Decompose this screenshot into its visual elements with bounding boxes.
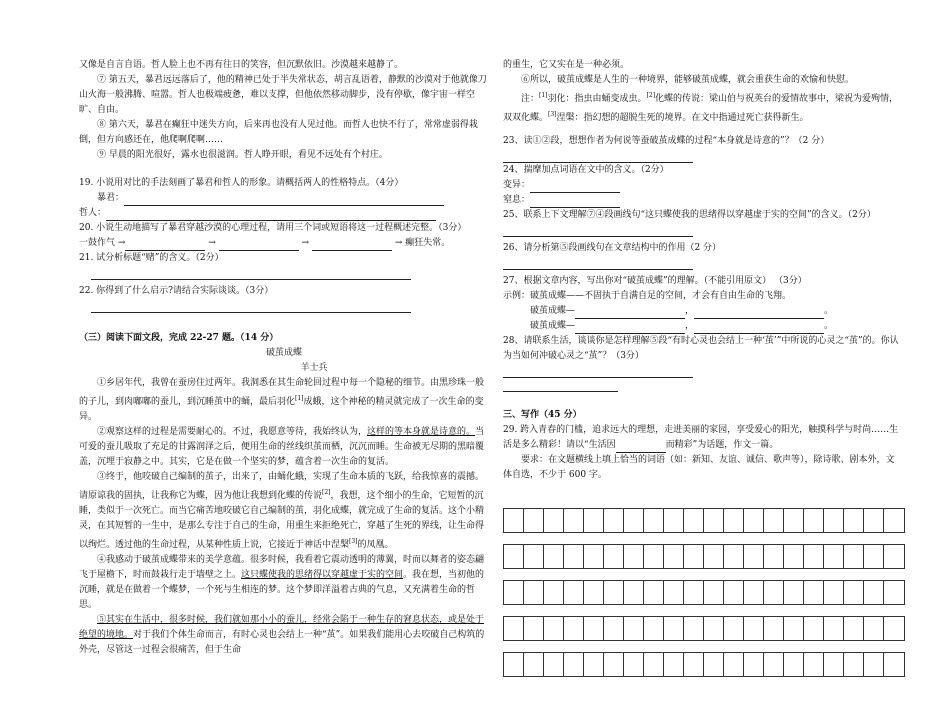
writing-grid-row[interactable]: [503, 616, 905, 641]
answer-blank[interactable]: [694, 307, 824, 319]
answer-blank[interactable]: [530, 181, 620, 193]
article-paragraph-1: ①乡居年代，我曾在蚕房住过两年。我洞悉在其生命轮回过程中每一个隐秘的细节。由黑珍珠一般的子儿，到肉嘟嘟的蚕儿，到沉睡茧中的蛹，最后羽化[1]成蛾，这个神秘的精灵就完成了一次生命的变异。: [79, 378, 485, 422]
article-author: 羊士兵: [300, 363, 328, 373]
answer-blank[interactable]: [312, 239, 392, 251]
footnotes: 注：[1]羽化：指虫由蛹变成虫。[2]化蝶的传说：梁山伯与祝英台的爱情故事中，梁祝为爱殉情，双双化蝶。[3]涅槃：指幻想的超脱生死的境界。在文中指通过死亡获得新生。: [503, 92, 899, 123]
answer-blank[interactable]: [219, 239, 299, 251]
question-27-line-b: 破茧成蝶— ， 。: [503, 319, 903, 334]
question-19-philosopher: 哲人：: [79, 206, 489, 221]
answer-line[interactable]: [503, 364, 693, 378]
question-28: 28、请联系生活，谈谈你是怎样理解⑤段“有时心灵也会结上一种‘茧’”中所说的心灵之“茧”的。你认为当如何冲破心灵之“茧”？（3分）: [503, 336, 899, 361]
answer-line[interactable]: [124, 194, 444, 206]
answer-blank[interactable]: [694, 322, 824, 334]
writing-grid-row[interactable]: [503, 544, 905, 569]
answer-blank[interactable]: [125, 239, 205, 251]
article-paragraph-5: ⑤其实在生活中，很多时候，我们就如那小小的蚕儿，经常会陷于一种生存的窘息状态，或是处于绝望的境地。对于我们个体生命而言，有时心灵也会结上一种“茧”。如果我们能用心去咬破自己构筑的外壳，尽管这一过程会很痛苦，但于生命: [79, 615, 485, 655]
right-column: [503, 58, 903, 483]
question-23: 23、读①②段，想想作者为何说等蚕破茧成蝶的过程“本身就是诗意的”？（2 分）: [503, 136, 830, 146]
question-19-tyrant: 暴君：: [79, 191, 489, 206]
article-paragraph-4: ④我感动于破茧成蝶带来的美学意蕴。很多时候，我看着它震动透明的薄翼，时而以舞者的姿态翩飞于屋檐下，时而鼓栽行走于墙壁之上。这只蝶使我的思绪得以穿越虚于实的空间。我在想，当初他的沉睡，就是在做着一个蝶梦，一个死与生相连的梦。这个梦即洋溢着古典的气息，又充满着生命的哲思。: [79, 555, 485, 610]
question-29: 29. 跨入青春的门槛，追求远大的理想，走进美丽的家园，享受爱心的阳光，触摸科学与时尚……生活是多么精彩！请以“生活因 而精彩”为话题，作文一篇。: [503, 423, 903, 453]
question-24-a: 变异：: [503, 178, 903, 193]
answer-line[interactable]: [91, 299, 411, 313]
question-26: 26、请分析第⑤段画线句在文章结构中的作用（2 分）: [503, 243, 722, 253]
story-paragraph-7: ⑦ 第五天，暴君远远落后了，他的精神已处于半失常状态，胡言乱语着，静默的沙漠对于他就像刀山火海一般沸腾、喧嚣。哲人也极端疲惫，难以支撑，但他依然移动脚步，没有停歇，像宇宙一样空旷、自由。: [79, 75, 487, 115]
question-21: 21. 试分析标题“赌”的含义。（2分）: [79, 253, 224, 263]
answer-blank[interactable]: [530, 196, 620, 208]
story-paragraph-8: ⑧ 第六天，暴君在癫狂中迷失方向，后来再也没有人见过他。而哲人也快不行了，常常虚弱得栽倒，但方向感还在，他爬啊爬啊……: [79, 120, 478, 145]
answer-line[interactable]: [503, 378, 618, 392]
writing-grid-row[interactable]: [503, 508, 905, 533]
article-title: 破茧成蝶: [265, 348, 302, 358]
question-29-requirements: 要求：在文题横线上填上恰当的词语（如：新知、友谊、诚信、歌声等），除诗歌、剧本外，文体自选，不少于 600 字。: [503, 455, 895, 480]
question-27-line-a: 破茧成蝶— ， 。: [503, 304, 903, 319]
question-19: 19. 小说用对比的手法刻画了暴君和哲人的形象。请概括两人的性格特点。（4分）: [79, 178, 404, 188]
article-paragraph-3: ③终于，他咬破自己编制的茧子，出来了，由蛹化蛾，实现了生命本质的飞跃，给我惊喜的震撼。请原谅我的固执，让我称它为蝶，因为他让我想到化蝶的传说[2]，我想，这个细小的生命，它短暂的沉睡，类似于一次死亡。而当它痛苦地咬破它自己编制的茧，羽化成蝶，就完成了生命的复活。这个小精灵，在其短暂的一生中，是那么专注于自己的生命，用重生来拒绝死亡，穿越了生死的界线，让生命得以绚烂。透过他的生命过程，从某种性质上说，它接近于神话中涅槃[3]的凤凰。: [79, 472, 485, 550]
section-3-heading: （三）阅读下面文段，完成 22-27 题。（14 分）: [79, 333, 279, 343]
left-column: [79, 58, 489, 658]
question-27: 27、根据文章内容，写出你对“破茧成蝶”的理解。（不能引用原文） （3分）: [503, 276, 807, 286]
writing-grid-row[interactable]: [503, 580, 905, 605]
answer-line[interactable]: [503, 149, 693, 163]
question-27-example: 示例：破茧成蝶——不固执于自满自足的空间，才会有自由生命的飞翔。: [503, 291, 792, 301]
answer-line[interactable]: [91, 266, 411, 280]
answer-line[interactable]: [503, 256, 693, 270]
story-paragraph-9: ⑨ 早晨的阳光很好，露水也很滋润。哲人睁开眼，看见不远处有个村庄。: [97, 150, 388, 160]
title-blank[interactable]: [616, 441, 666, 453]
question-20: 20. 小说生动地描写了暴君穿越沙漠的心理过程，请用三个词或短语将这一过程概述完整。（3分）: [79, 223, 467, 233]
question-25: 25、联系上下文理解⑦④段画线句“这只蝶使我的思绪得以穿越虚于实的空间”的含义。（2分）: [503, 210, 876, 220]
question-24: 24、揣摩加点词语在文中的含义。（2分）: [503, 165, 669, 175]
answer-line[interactable]: [503, 223, 693, 237]
question-22: 22. 你得到了什么启示?请结合实际谈谈。（3分）: [79, 286, 274, 296]
question-24-b: 窒息：: [503, 193, 903, 208]
article-paragraph-2: ②观察这样的过程是需要耐心的。不过，我愿意等待，我始终认为，这样的等本身就是诗意的。当可爱的蚕儿吸取了充足的甘露润泽之后，便用生命的丝线织茧而栖，沉沉而睡。生命被无尽期的黑暗覆盖，沉埋于寂静之中。其实，它是在做一个坚实的梦，蕴含着一次生命的复活。: [79, 427, 485, 467]
answer-blank[interactable]: [575, 307, 685, 319]
article-paragraph-6: ⑥所以，破茧成蝶是人生的一种境界，能够破茧成蝶，就会重获生命的欢愉和快慰。: [521, 75, 855, 85]
writing-section-heading: 三、写作（45 分）: [503, 410, 582, 420]
answer-blank[interactable]: [575, 322, 685, 334]
article-continuation: 的重生，它又实在是一种必须。: [503, 60, 630, 70]
answer-line[interactable]: [106, 209, 436, 221]
question-20-chain: 一鼓作气 → → → → 癫狂失常。: [79, 236, 489, 251]
story-paragraph: 又像是自言自语。哲人脸上也不再有往日的笑容，但沉默依旧。沙漠越来越静了。: [79, 60, 404, 70]
writing-grid-row[interactable]: [503, 652, 905, 677]
